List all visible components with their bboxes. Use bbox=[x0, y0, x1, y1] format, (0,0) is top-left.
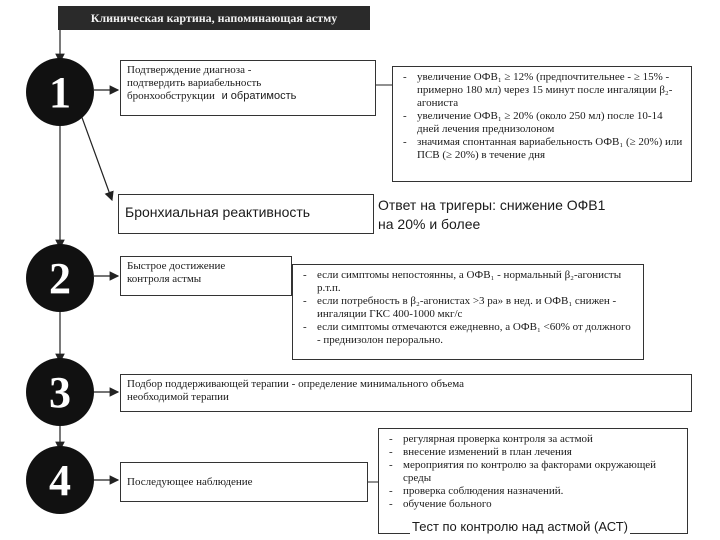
step-1-box bbox=[120, 60, 376, 116]
step-2-box bbox=[120, 256, 292, 296]
step-1-circle: 1 bbox=[26, 58, 94, 126]
arrow-step1-reactivity bbox=[80, 112, 112, 200]
step-2-criterion-1: - если симптомы непостоянны, а ОФВ₁ - нормальный β₂-агонисты р.т.п. bbox=[301, 269, 635, 295]
step-1-text-line3: бронхообструкции bbox=[127, 90, 215, 102]
step-4-criterion-2: - внесение изменений в план лечения bbox=[387, 446, 679, 459]
step-3-box bbox=[120, 374, 692, 412]
step-4-criterion-5: - обучение больного bbox=[387, 498, 679, 511]
reactivity-answer bbox=[378, 196, 708, 234]
step-2-text-line1: Быстрое достижение bbox=[127, 260, 226, 272]
step-1-criteria-box bbox=[392, 66, 692, 182]
step-1-text-line1: Подтверждение диагноза - bbox=[127, 64, 252, 76]
step-4-criterion-4: - проверка соблюдения назначений. bbox=[387, 485, 679, 498]
step-4-criterion-1: - регулярная проверка контроля за астмой bbox=[387, 433, 679, 446]
step-2-circle: 2 bbox=[26, 244, 94, 312]
reactivity-answer-line1: Ответ на тригеры: снижение ОФВ1 bbox=[378, 197, 606, 213]
step-2-criterion-2: - если потребность в β₂-агонистах >3 ра» в нед. и ОФВ₁ снижен - ингаляции ГКС 400-1000 мкг/с bbox=[301, 295, 635, 321]
header-title: Клиническая картина, напоминающая астму bbox=[58, 6, 370, 30]
step-1-text-line2: подтвердить вариабельность bbox=[127, 77, 262, 89]
step-1-overlay-text: и обратимость bbox=[221, 90, 297, 102]
step-2-criterion-3: - если симптомы отмечаются ежедневно, а ОФВ₁ <60% от должного - преднизолон перорально. bbox=[301, 321, 635, 347]
step-2-text-line2: контроля астмы bbox=[127, 273, 202, 285]
step-1-criterion-1: - увеличение ОФВ₁ ≥ 12% (предпочтительнее - ≥ 15% - примерно 180 мл) через 15 минут после ингаляции β₂-агониста bbox=[401, 71, 683, 110]
step-2-criteria-box bbox=[292, 264, 644, 360]
act-test-label: Тест по контролю над астмой (АСТ) bbox=[412, 519, 628, 534]
step-1-criterion-2: - увеличение ОФВ₁ ≥ 20% (около 250 мл) после 10-14 дней лечения преднизолоном bbox=[401, 110, 683, 136]
step-4-box: Последующее наблюдение bbox=[120, 462, 368, 502]
step-1-criterion-3: - значимая спонтанная вариабельность ОФВ₁ (≥ 20%) или ПСВ (≥ 20%) в течение дня bbox=[401, 136, 683, 162]
step-3-text-line2: необходимой терапии bbox=[127, 391, 229, 403]
step-3-text-line1: Подбор поддерживающей терапии - определение минимального объема bbox=[127, 378, 464, 390]
step-4-circle: 4 bbox=[26, 446, 94, 514]
step-4-criterion-3: - мероприятия по контролю за факторами окружающей среды bbox=[387, 459, 679, 485]
reactivity-answer-line2: на 20% и более bbox=[378, 216, 481, 232]
step-3-circle: 3 bbox=[26, 358, 94, 426]
reactivity-box: Бронхиальная реактивность bbox=[118, 194, 374, 234]
